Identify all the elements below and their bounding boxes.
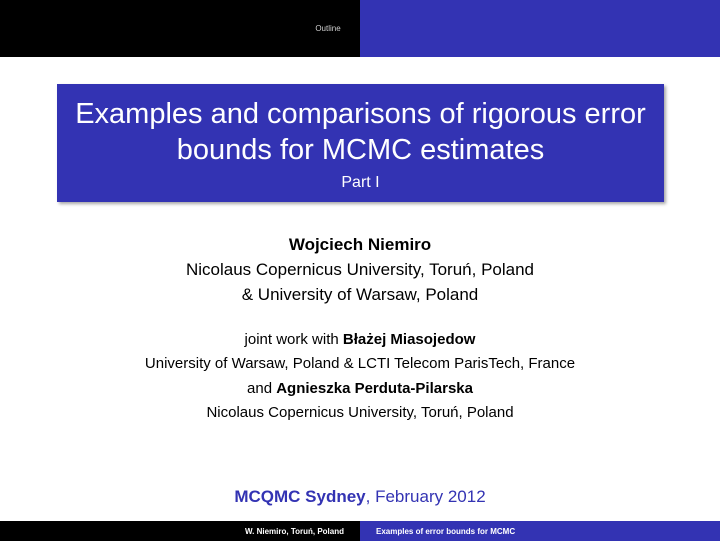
header-bar	[0, 0, 720, 57]
footer-bar	[0, 521, 720, 541]
coauthor-2: Agnieszka Perduta-Pilarska	[276, 380, 473, 397]
joint-prefix: joint work with	[244, 331, 343, 348]
joint-work-line	[0, 331, 720, 348]
conference-line	[0, 487, 720, 507]
conference-date: , February 2012	[365, 487, 486, 506]
and-prefix: and	[247, 380, 277, 397]
footer-title: Examples of error bounds for MCMC	[360, 521, 720, 541]
slide-subtitle: Part I	[341, 174, 380, 191]
coauthor-1: Błażej Miasojedow	[342, 331, 476, 348]
and-line	[0, 380, 720, 397]
affiliation-2: & University of Warsaw, Poland	[241, 285, 479, 304]
main-author: Wojciech Niemiro	[288, 235, 432, 254]
affiliation-1: Nicolaus Copernicus University, Toruń, Poland	[185, 260, 535, 279]
title-block	[57, 84, 664, 202]
slide-title: Examples and comparisons of rigorous error bounds for MCMC estimates	[75, 98, 646, 166]
footer-author: W. Niemiro, Toruń, Poland	[0, 521, 360, 541]
coauthor-1-affiliation: University of Warsaw, Poland & LCTI Telecom ParisTech, France	[144, 355, 576, 372]
header-left	[0, 0, 360, 57]
header-right	[360, 0, 720, 57]
conference-name: MCQMC Sydney	[234, 487, 366, 506]
coauthor-2-affiliation: Nicolaus Copernicus University, Toruń, Poland	[206, 404, 514, 421]
outline-link[interactable]: Outline	[315, 24, 341, 33]
